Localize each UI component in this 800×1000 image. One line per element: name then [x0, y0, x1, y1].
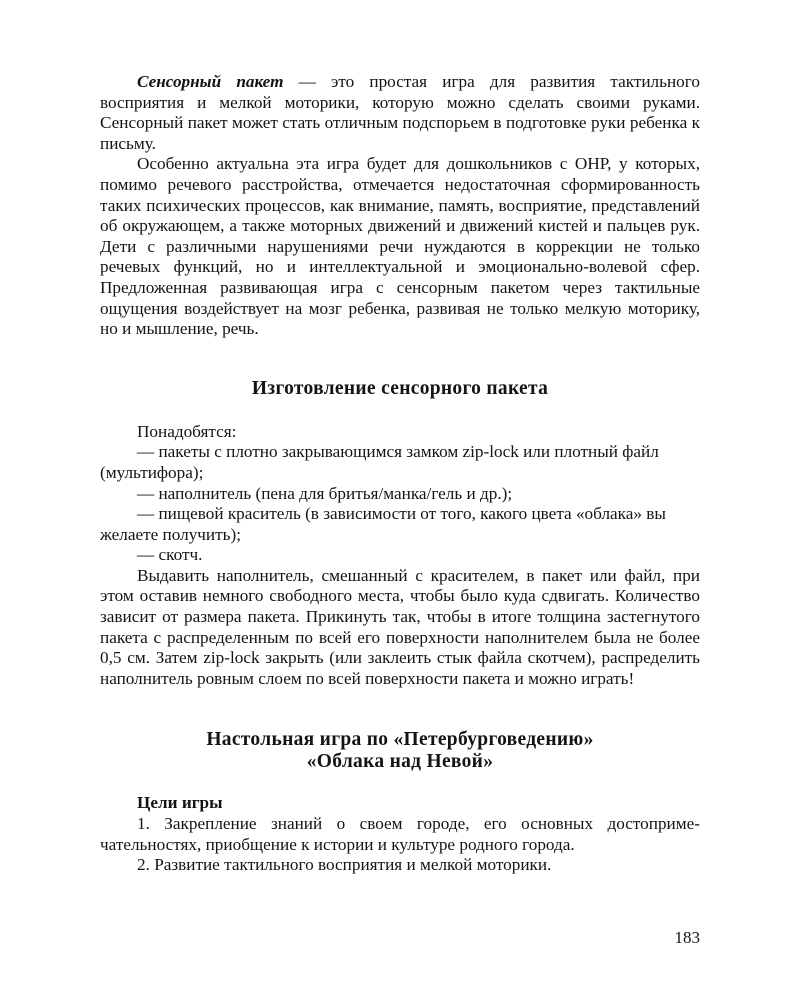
intro-paragraph-1-text: — это простая игра для развития тактильного восприятия и мелкой моторики, которую можно сделать своими руками. Сенсорный пакет может стать отличным подспорьем в подготовке руки ребенка к письму. — [100, 72, 700, 153]
instructions-paragraph: Выдавить наполнитель, смешанный с красителем, в пакет или файл, при этом оставив немного свободного места, чтобы было куда сдвигать. Количество зависит от размера пакета. Прикинуть так, чтобы в итоге толщина застегнутого пакета с распределенным по всей его поверхности наполнителем была не более 0,5 см. Затем zip-lock закрыть (или заклеить стык файла скотчем), распределить наполнитель ровным слоем по всей поверхности пакета и можно играть! — [100, 565, 700, 688]
page-number: 183 — [674, 928, 700, 947]
section-heading-making-bag: Изготовление сенсорного пакета — [251, 377, 549, 399]
intro-paragraph-1 — [100, 72, 700, 154]
goals-subheading: Цели игры — [137, 793, 223, 813]
section-heading-board-game-line2: «Облака над Невой» — [306, 751, 494, 773]
materials-item: — пакеты с плотно закрывающимся замком zip-lock или плотный файл (мультифора); — [100, 442, 659, 482]
intro-paragraph-2: Особенно актуальна эта игра будет для дошкольников с ОНР, у которых, помимо речевого расстройства, отмечается недостаточная сформированность таких психических процессов, как внимание, память, восприятие, представлений об окружающем, а также моторных движений и движений кистей и пальцев рук. Дети с различными нарушениями речи нуждаются в коррекции не только речевых функций, но и интеллектуальной и эмоционально-волевой сфер. Предложенная развивающая игра с сенсорным пакетом через тактильные ощущения воздействует на мозг ребенка, развивая не только мелкую моторику, но и мышление, речь. — [100, 154, 700, 339]
section-heading-board-game-line1: Настольная игра по «Петербурговедению» — [206, 729, 594, 751]
goal-item: 2. Развитие тактильного восприятия и мелкой моторики. — [137, 855, 552, 875]
page-content — [100, 72, 700, 876]
goal-item: 1. Закрепление знаний о своем городе, его основных достопримечательностях, приобщение к истории и культуре родного города. — [100, 814, 700, 854]
materials-item: — пищевой краситель (в зависимости от того, какого цвета «облака» вы желаете получить); — [100, 504, 666, 544]
materials-item: — наполнитель (пена для бритья/манка/гель и др.); — [137, 483, 513, 503]
materials-label: Понадобятся: — [137, 421, 237, 441]
section-heading-board-game — [100, 729, 700, 773]
materials-item: — скотч. — [137, 545, 203, 565]
term-sensory-bag: Сенсорный пакет — [137, 72, 284, 91]
